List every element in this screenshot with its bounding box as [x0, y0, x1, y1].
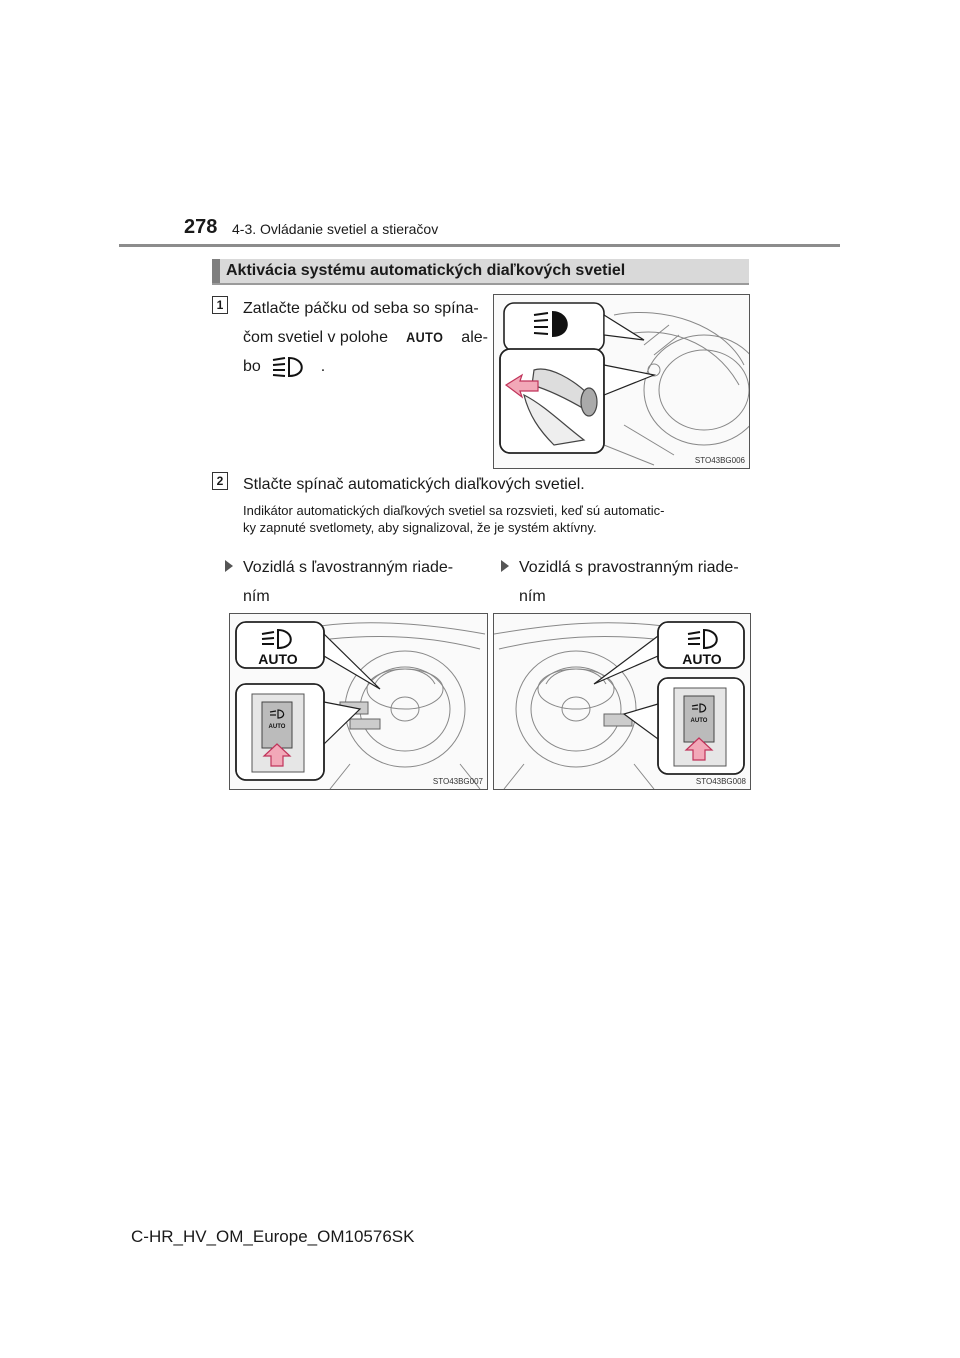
figure-headlight-lever	[493, 294, 750, 469]
step-1-badge: 1	[212, 296, 228, 314]
step-1-line-1: Zatlačte páčku od seba so spína-	[243, 300, 479, 317]
rhd-button-auto-label: AUTO	[690, 718, 708, 724]
page-number: 278	[184, 216, 218, 238]
lhd-button-auto-label: AUTO	[268, 724, 286, 730]
step-1-line-3a: bo	[243, 358, 261, 375]
variant-rhd-label	[519, 553, 739, 611]
figure-3-code: STO43BG008	[695, 777, 746, 786]
lhd-auto-label: AUTO	[258, 651, 298, 667]
step-1-line-2a: čom svetiel v polohe	[243, 329, 388, 346]
step-1-line-2	[243, 323, 488, 352]
step-2-note-line-2: ky zapnuté svetlomety, aby signalizoval, že je systém aktívny.	[243, 520, 597, 535]
high-beam-icon	[271, 355, 311, 379]
bullet-triangle-icon	[501, 560, 509, 572]
step-1-line-2b: ale-	[461, 329, 488, 346]
rhd-auto-label: AUTO	[682, 651, 722, 667]
variant-lhd-line-2: ním	[243, 588, 270, 605]
breadcrumb: 4-3. Ovládanie svetiel a stieračov	[232, 221, 439, 237]
section-heading	[212, 259, 749, 285]
bullet-triangle-icon	[225, 560, 233, 572]
figure-lhd-dashboard	[229, 613, 488, 790]
step-2-note	[243, 502, 753, 536]
step-1-line-3	[243, 352, 488, 381]
variant-rhd-line-2: ním	[519, 588, 546, 605]
figure-1-code: STO43BG006	[694, 456, 745, 465]
step-1-text	[243, 294, 488, 381]
figure-2-code: STO43BG007	[432, 777, 483, 786]
variant-lhd-line-1: Vozidlá s ľavostranným riade-	[243, 559, 454, 576]
variant-rhd-line-1: Vozidlá s pravostranným riade-	[519, 559, 739, 576]
variant-lhd-label	[243, 553, 453, 611]
auto-text-icon: AUTO	[405, 329, 444, 345]
section-accent	[212, 259, 220, 283]
footer-doc-id: C-HR_HV_OM_Europe_OM10576SK	[131, 1227, 415, 1246]
step-1-line-3b: .	[320, 358, 326, 375]
step-2-badge: 2	[212, 472, 228, 490]
section-title: Aktivácia systému automatických diaľkových svetiel	[226, 262, 626, 279]
header-rule	[119, 244, 840, 247]
figure-rhd-dashboard	[493, 613, 751, 790]
step-2-note-line-1: Indikátor automatických diaľkových svetiel sa rozsvieti, keď sú automatic-	[243, 503, 665, 518]
step-2-text: Stlačte spínač automatických diaľkových svetiel.	[243, 476, 585, 493]
